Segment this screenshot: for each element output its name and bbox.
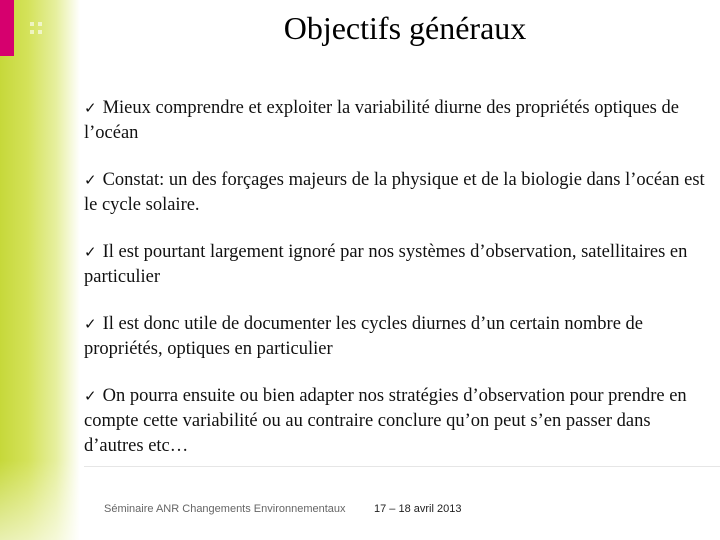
bullet-item	[84, 168, 714, 218]
bullet-item	[84, 384, 714, 459]
slide-title: Objectifs généraux	[283, 10, 527, 46]
side-band-fade	[0, 460, 80, 540]
checkmark-icon: ✓	[84, 243, 97, 261]
checkmark-icon: ✓	[84, 99, 97, 117]
bullet-text: Mieux comprendre et exploiter la variabilité diurne des propriétés optiques de l’océan	[84, 98, 679, 143]
footer-date: 17 – 18 avril 2013	[374, 503, 462, 515]
bullet-text: Constat: un des forçages majeurs de la physique et de la biologie dans l’océan est le cycle solaire.	[84, 170, 705, 215]
footer-event: Séminaire ANR Changements Environnementaux	[104, 503, 346, 515]
footer-divider	[84, 466, 720, 467]
bullet-item	[84, 96, 714, 146]
checkmark-icon: ✓	[84, 387, 97, 405]
checkmark-icon: ✓	[84, 315, 97, 333]
checkmark-icon: ✓	[84, 171, 97, 189]
bullet-list	[84, 96, 714, 481]
decorative-side-band	[0, 0, 80, 540]
bullet-item	[84, 312, 714, 362]
bullet-text: Il est donc utile de documenter les cycles diurnes d’un certain nombre de propriétés, optiques en particulier	[84, 314, 643, 359]
bullet-text: Il est pourtant largement ignoré par nos systèmes d’observation, satellitaires en particulier	[84, 242, 688, 287]
bullet-item	[84, 240, 714, 290]
bullet-text: On pourra ensuite ou bien adapter nos stratégies d’observation pour prendre en compte cette variabilité ou au contraire conclure qu’on peut s’en passer dans d’autres etc…	[84, 386, 687, 456]
magenta-accent-bar	[0, 0, 14, 56]
